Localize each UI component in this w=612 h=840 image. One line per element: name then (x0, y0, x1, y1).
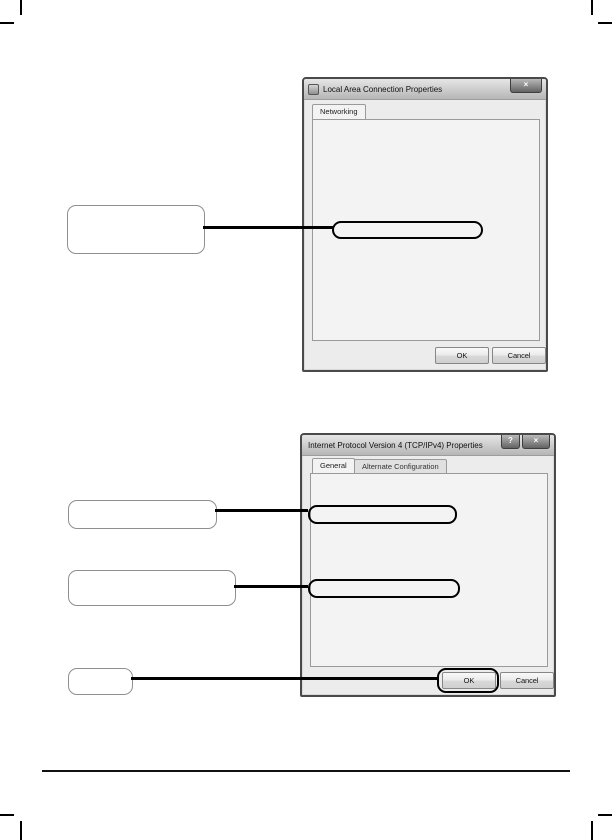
crop-mark (20, 821, 22, 840)
titlebar[interactable] (304, 79, 546, 100)
dialog-title: Internet Protocol Version 4 (TCP/IPv4) Properties (308, 440, 483, 450)
crop-mark (0, 22, 14, 24)
connection-icon (308, 84, 319, 95)
tab-alternate-configuration[interactable]: Alternate Configuration (354, 459, 447, 474)
cancel-button[interactable]: Cancel (500, 672, 554, 689)
crop-mark (591, 0, 593, 15)
close-button[interactable] (522, 435, 550, 449)
close-icon: × (523, 80, 529, 89)
ok-button[interactable]: OK (442, 672, 496, 689)
cancel-button[interactable]: Cancel (492, 347, 546, 364)
dialog-title: Local Area Connection Properties (323, 84, 443, 94)
callout-box-ipv4-item (67, 205, 205, 254)
crop-mark (598, 22, 612, 24)
crop-mark (591, 821, 593, 840)
crop-mark (598, 814, 612, 816)
connector-line-ipv4 (203, 226, 334, 229)
crop-mark (20, 0, 22, 15)
close-button[interactable] (510, 79, 542, 93)
footer-rule (42, 770, 570, 772)
general-tab-page (310, 473, 548, 667)
titlebar[interactable] (302, 435, 554, 456)
connector-line-obtain-dns (234, 585, 308, 588)
dialog-local-area-connection-properties (302, 77, 548, 372)
ok-button[interactable]: OK (435, 347, 489, 364)
networking-tab-page (312, 119, 540, 341)
callout-box-ok (68, 668, 133, 695)
connector-line-ok (131, 677, 438, 680)
help-button[interactable] (501, 435, 520, 449)
callout-box-obtain-dns (68, 570, 236, 606)
crop-mark (0, 814, 14, 816)
tab-networking[interactable]: Networking (312, 104, 366, 119)
close-icon: × (533, 436, 539, 445)
dialog-ipv4-properties (300, 433, 556, 697)
callout-box-obtain-ip (68, 500, 217, 529)
help-icon: ? (508, 436, 513, 445)
tab-general[interactable]: General (312, 458, 355, 473)
connector-line-obtain-ip (215, 509, 308, 512)
